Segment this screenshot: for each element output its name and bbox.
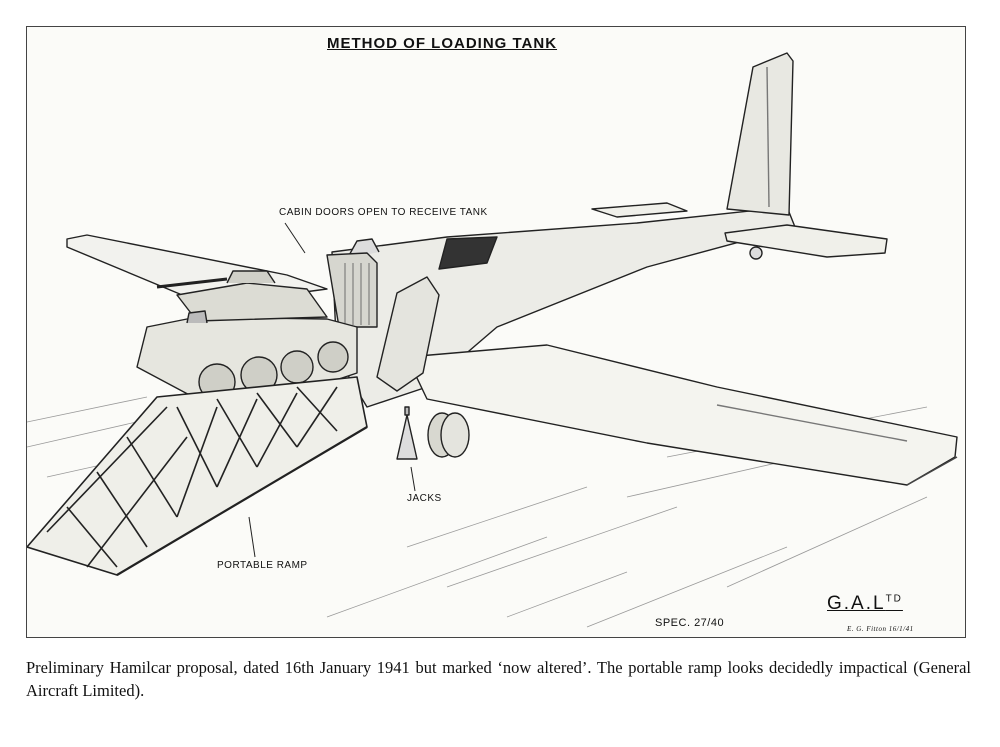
company-mark — [827, 593, 903, 615]
company-mark-text: G.A.L — [827, 593, 886, 614]
spec-label: SPEC. 27/40 — [655, 617, 725, 629]
portable-ramp-label: PORTABLE RAMP — [217, 560, 308, 571]
glider-loading-illustration — [27, 27, 966, 638]
technical-drawing — [26, 26, 966, 638]
figure-caption: Preliminary Hamilcar proposal, dated 16th January 1941 but marked ‘now altered’. The portable ramp looks decidedly impactical (General Aircraft Limited). — [26, 658, 971, 700]
tailplane — [725, 225, 887, 257]
near-wing — [407, 345, 957, 485]
jacks-label: JACKS — [407, 493, 442, 504]
portable-ramp — [27, 377, 367, 575]
jacks — [397, 407, 469, 459]
signature: E. G. Fitton 16/1/41 — [847, 625, 914, 633]
company-mark-suffix: TD — [885, 593, 903, 605]
cabin-doors-label: CABIN DOORS OPEN TO RECEIVE TANK — [279, 207, 488, 218]
drawing-title: METHOD OF LOADING TANK — [327, 35, 558, 52]
tail-fin — [727, 53, 793, 215]
